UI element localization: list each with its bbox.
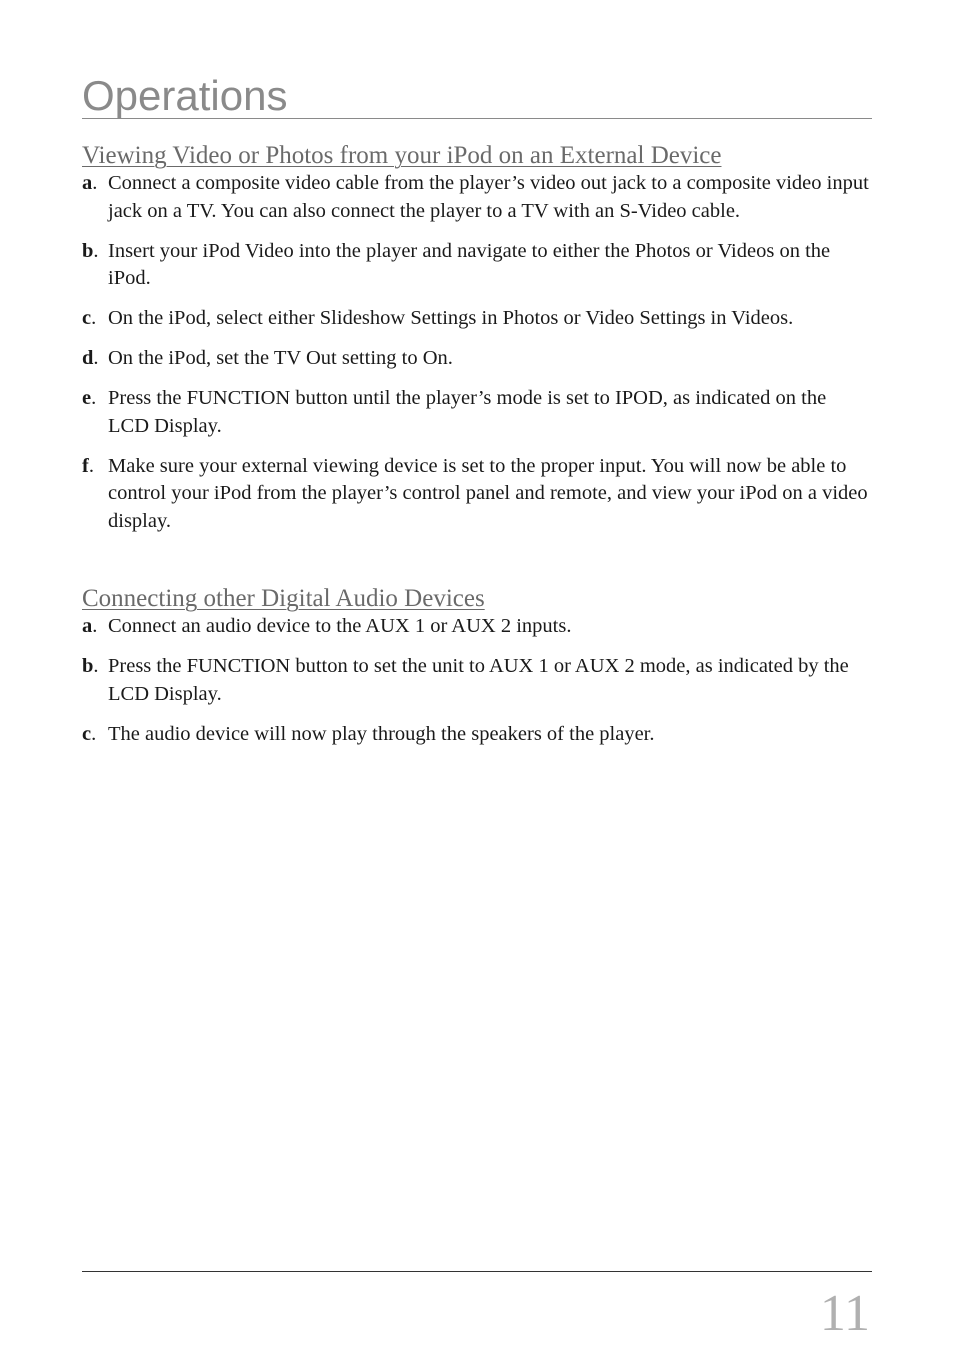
step-list: [82, 170, 872, 535]
step-item: [82, 170, 872, 225]
step-text: Insert your iPod Video into the player and navigate to either the Photos or Videos on the iPod.: [108, 239, 831, 289]
step-text: On the iPod, set the TV Out setting to On.: [108, 347, 453, 369]
step-item: [82, 385, 872, 440]
step-item: [82, 345, 872, 373]
step-item: [82, 305, 872, 333]
step-letter: a.: [82, 172, 98, 194]
step-letter: b.: [82, 655, 99, 677]
step-list: [82, 613, 872, 748]
page-number: 11: [819, 1285, 870, 1342]
section-viewing-video: [82, 142, 872, 548]
step-item: [82, 653, 872, 708]
step-letter: b.: [82, 239, 99, 262]
step-letter: e.: [82, 387, 97, 409]
section-digital-audio: [82, 585, 872, 761]
step-text: Connect a composite video cable from the player’s video out jack to a composite video input jack on a TV. You can also connect the player to a TV with an S-Video cable.: [108, 172, 869, 222]
step-letter: f.: [82, 454, 94, 477]
step-text: Make sure your external viewing device is set to the proper input. You will now be able to control your iPod from the player’s control panel and remote, and view your iPod on a video display.: [108, 454, 868, 532]
step-text: Connect an audio device to the AUX 1 or AUX 2 inputs.: [108, 615, 572, 637]
step-text: The audio device will now play through the speakers of the player.: [108, 722, 655, 745]
step-item: [82, 453, 872, 536]
step-letter: d.: [82, 347, 99, 369]
step-letter: a.: [82, 615, 98, 637]
step-text: On the iPod, select either Slideshow Settings in Photos or Video Settings in Videos.: [108, 307, 794, 329]
step-item: [82, 721, 872, 749]
title-divider: [82, 118, 872, 119]
step-text: Press the FUNCTION button to set the unit to AUX 1 or AUX 2 mode, as indicated by the LCD Display.: [108, 655, 849, 705]
step-item: [82, 238, 872, 293]
footer-divider: [82, 1271, 872, 1272]
step-item: [82, 613, 872, 641]
section-heading: Viewing Video or Photos from your iPod on an External Device: [82, 142, 722, 169]
page-title: Operations: [82, 72, 288, 119]
section-heading: Connecting other Digital Audio Devices: [82, 585, 485, 612]
step-text: Press the FUNCTION button until the player’s mode is set to IPOD, as indicated on the LCD Display.: [108, 387, 827, 437]
step-letter: c.: [82, 722, 97, 745]
step-letter: c.: [82, 307, 97, 329]
